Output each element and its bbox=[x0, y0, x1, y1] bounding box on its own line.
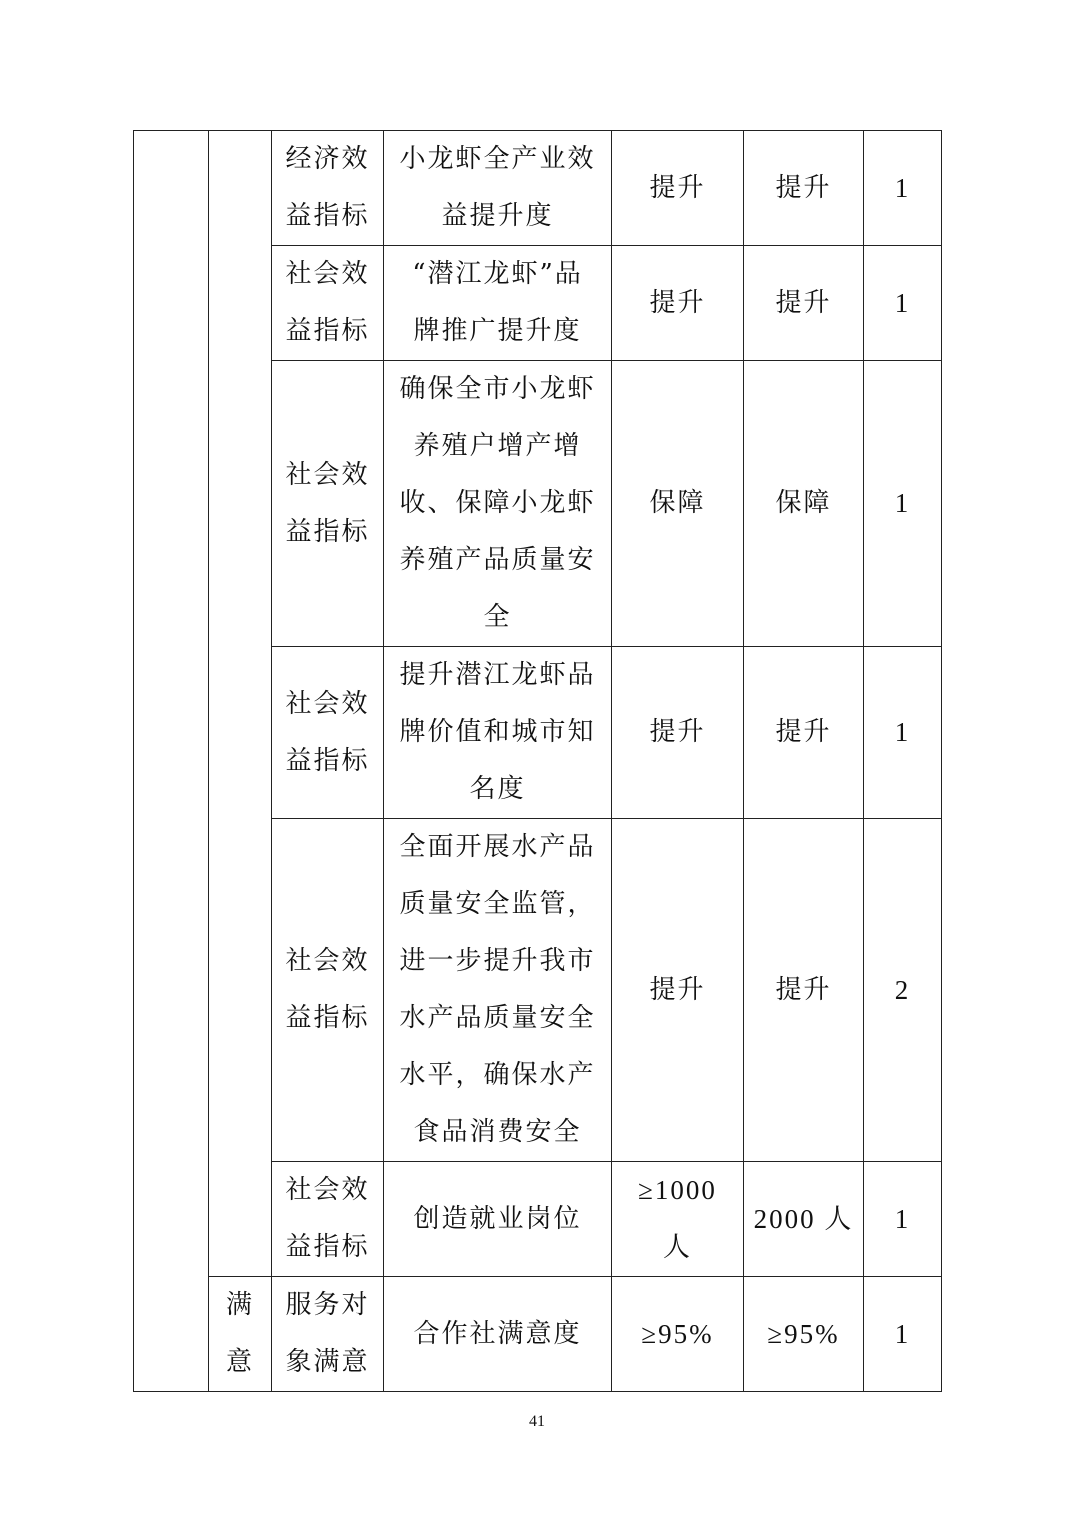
score-cell: 1 bbox=[864, 647, 942, 819]
content-cell: 提升潜江龙虾品 牌价值和城市知 名度 bbox=[384, 647, 612, 819]
actual-cell: 提升 bbox=[744, 246, 864, 361]
score-cell: 1 bbox=[864, 246, 942, 361]
target-cell: 提升 bbox=[612, 246, 744, 361]
page-number: 41 bbox=[529, 1413, 545, 1430]
target-cell: 保障 bbox=[612, 361, 744, 647]
content-cell: 合作社满意度 bbox=[384, 1277, 612, 1392]
score-cell: 1 bbox=[864, 1277, 942, 1392]
score-cell: 1 bbox=[864, 131, 942, 246]
content-cell: 确保全市小龙虾 养殖户增产增 收、保障小龙虾 养殖产品质量安 全 bbox=[384, 361, 612, 647]
indicator-cell: 服务对 象满意 bbox=[272, 1277, 384, 1392]
target-cell: 提升 bbox=[612, 819, 744, 1162]
content-cell: 全面开展水产品 质量安全监管， 进一步提升我市 水产品质量安全 水平，确保水产 食品消费安全 bbox=[384, 819, 612, 1162]
indicator-cell: 社会效 益指标 bbox=[272, 361, 384, 647]
indicator-cell: 经济效 益指标 bbox=[272, 131, 384, 246]
second-level-cell bbox=[209, 131, 272, 1277]
indicator-cell: 社会效 益指标 bbox=[272, 1162, 384, 1277]
score-cell: 1 bbox=[864, 1162, 942, 1277]
actual-cell: 提升 bbox=[744, 819, 864, 1162]
content-cell: 小龙虾全产业效 益提升度 bbox=[384, 131, 612, 246]
actual-cell: ≥95% bbox=[744, 1277, 864, 1392]
actual-cell: 2000 人 bbox=[744, 1162, 864, 1277]
target-cell: 提升 bbox=[612, 647, 744, 819]
performance-indicator-table bbox=[133, 130, 942, 1392]
indicator-cell: 社会效 益指标 bbox=[272, 246, 384, 361]
table-row bbox=[134, 131, 942, 246]
table-row bbox=[134, 1277, 942, 1392]
actual-cell: 提升 bbox=[744, 647, 864, 819]
first-level-cell bbox=[134, 131, 209, 1392]
content-cell: 创造就业岗位 bbox=[384, 1162, 612, 1277]
content-cell: “潜江龙虾”品 牌推广提升度 bbox=[384, 246, 612, 361]
actual-cell: 提升 bbox=[744, 131, 864, 246]
target-cell: ≥1000 人 bbox=[612, 1162, 744, 1277]
actual-cell: 保障 bbox=[744, 361, 864, 647]
indicator-cell: 社会效 益指标 bbox=[272, 647, 384, 819]
score-cell: 2 bbox=[864, 819, 942, 1162]
score-cell: 1 bbox=[864, 361, 942, 647]
indicator-cell: 社会效 益指标 bbox=[272, 819, 384, 1162]
satisfaction-category-cell: 满 意 bbox=[209, 1277, 272, 1392]
target-cell: 提升 bbox=[612, 131, 744, 246]
target-cell: ≥95% bbox=[612, 1277, 744, 1392]
